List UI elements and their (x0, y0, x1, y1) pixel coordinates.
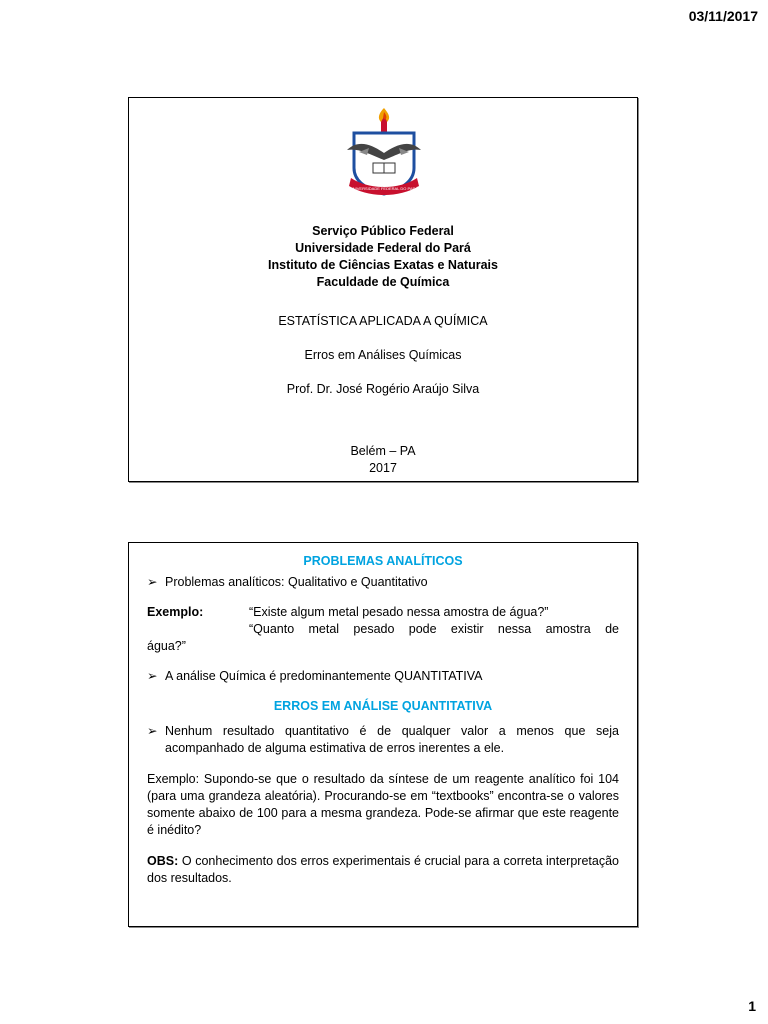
arrowhead-bullet-icon: ➢ (147, 724, 158, 738)
heading-analytical-problems: PROBLEMAS ANALÍTICOS (303, 554, 463, 568)
example-label: Exemplo: (147, 605, 204, 619)
title-slide (128, 97, 638, 482)
example-question-2-cont: água?” (147, 639, 186, 653)
org-line-1: Serviço Público Federal (312, 224, 454, 238)
header-date: 03/11/2017 (688, 8, 758, 24)
example-row (147, 621, 619, 638)
example-question-1: “Existe algum metal pesado nessa amostra de água?” (249, 605, 549, 619)
bullet-text: Problemas analíticos: Qualitativo e Quantitativo (165, 575, 428, 589)
topic-title: Erros em Análises Químicas (304, 348, 462, 362)
bullet-text: A análise Química é predominantemente QUANTITATIVA (165, 669, 483, 683)
content-slide (128, 542, 638, 927)
svg-text:UNIVERSIDADE FEDERAL DO PARÁ: UNIVERSIDADE FEDERAL DO PARÁ (349, 186, 419, 191)
bullet-text: Nenhum resultado quantitativo é de qualquer valor a menos que seja acompanhado de alguma estimativa de erros inerentes a ele. (165, 724, 619, 755)
arrowhead-bullet-icon: ➢ (147, 575, 158, 589)
org-line-3: Instituto de Ciências Exatas e Naturais (268, 258, 498, 272)
year: 2017 (369, 461, 397, 475)
org-line-2: Universidade Federal do Pará (295, 241, 471, 255)
example-paragraph: Exemplo: Supondo-se que o resultado da síntese de um reagente analítico foi 104 (para uma grandeza aleatória). Procurando-se em “textbooks” encontra-se o valores somente abaixo de 100 para a mesma grandeza. Pode-se afirmar que este reagente é inédito? (147, 772, 619, 837)
institution-block (129, 223, 637, 291)
university-seal-logo (339, 108, 429, 203)
bullet-item (147, 668, 619, 685)
obs-label: OBS: (147, 854, 179, 868)
course-title: ESTATÍSTICA APLICADA A QUÍMICA (278, 314, 488, 328)
obs-paragraph (147, 853, 619, 887)
place: Belém – PA (350, 444, 416, 458)
bullet-item (147, 723, 619, 757)
professor-name: Prof. Dr. José Rogério Araújo Silva (286, 382, 480, 396)
org-line-4: Faculdade de Química (316, 275, 450, 289)
arrowhead-bullet-icon: ➢ (147, 669, 158, 683)
heading-quantitative-errors: ERROS EM ANÁLISE QUANTITATIVA (273, 699, 493, 713)
example-row (147, 604, 619, 621)
bullet-item (147, 574, 619, 591)
example-question-2: “Quanto metal pesado pode existir nessa amostra de (249, 622, 619, 636)
obs-text: O conhecimento dos erros experimentais é crucial para a correta interpretação dos resultados. (147, 854, 619, 885)
page-number: 1 (748, 998, 756, 1014)
